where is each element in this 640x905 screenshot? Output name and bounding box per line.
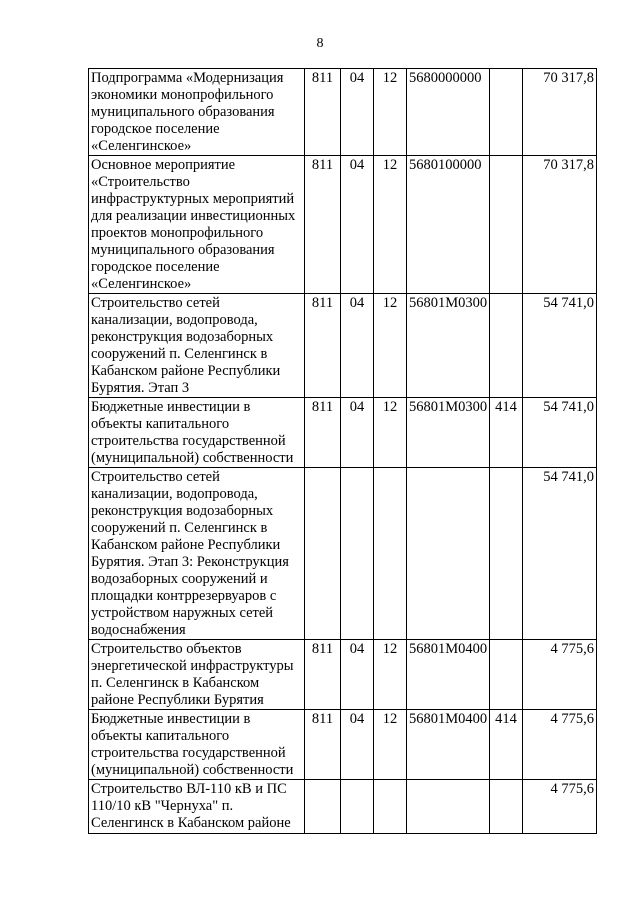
amount-cell: 54 741,0	[523, 468, 597, 640]
table-row	[89, 294, 597, 398]
section-cell: 04	[341, 156, 374, 294]
amount-cell: 4 775,6	[523, 780, 597, 834]
amount-cell: 54 741,0	[523, 294, 597, 398]
row-name-cell: Строительство сетей канализации, водопровода, реконструкция водозаборных сооружений п. Селенгинск в Кабанском районе Республики Бурятия. Этап 3	[89, 294, 305, 398]
table-row	[89, 468, 597, 640]
table-row	[89, 156, 597, 294]
section-cell: 04	[341, 710, 374, 780]
section-cell	[341, 468, 374, 640]
row-name-cell: Основное мероприятие «Строительство инфраструктурных мероприятий для реализации инвестиционных проектов монопрофильного муниципального образования городское поселение «Селенгинское»	[89, 156, 305, 294]
target-article-cell: 56801М0300	[407, 294, 490, 398]
subsection-cell: 12	[374, 710, 407, 780]
amount-cell: 70 317,8	[523, 69, 597, 156]
expense-type-cell: 414	[490, 710, 523, 780]
row-name-cell: Подпрограмма «Модернизация экономики монопрофильного муниципального образования городское поселение «Селенгинское»	[89, 69, 305, 156]
table-row	[89, 710, 597, 780]
expense-type-cell	[490, 780, 523, 834]
target-article-cell	[407, 780, 490, 834]
grbs-cell: 811	[305, 69, 341, 156]
subsection-cell: 12	[374, 69, 407, 156]
amount-cell: 54 741,0	[523, 398, 597, 468]
section-cell: 04	[341, 640, 374, 710]
budget-table-body	[89, 69, 597, 834]
grbs-cell: 811	[305, 710, 341, 780]
subsection-cell	[374, 468, 407, 640]
grbs-cell	[305, 468, 341, 640]
subsection-cell	[374, 780, 407, 834]
target-article-cell	[407, 468, 490, 640]
expense-type-cell	[490, 156, 523, 294]
target-article-cell: 56801М0400	[407, 640, 490, 710]
section-cell	[341, 780, 374, 834]
target-article-cell: 5680100000	[407, 156, 490, 294]
row-name-cell: Строительство сетей канализации, водопровода, реконструкция водозаборных сооружений п. Селенгинск в Кабанском районе Республики Бурятия. Этап 3: Реконструкция водозаборных сооружений и площадки контррезервуаров с устройством наружных сетей водоснабжения	[89, 468, 305, 640]
row-name-cell: Бюджетные инвестиции в объекты капитального строительства государственной (муниципальной) собственности	[89, 398, 305, 468]
amount-cell: 4 775,6	[523, 640, 597, 710]
grbs-cell: 811	[305, 294, 341, 398]
grbs-cell: 811	[305, 640, 341, 710]
expense-type-cell	[490, 294, 523, 398]
section-cell: 04	[341, 294, 374, 398]
target-article-cell: 56801М0300	[407, 398, 490, 468]
expense-type-cell: 414	[490, 398, 523, 468]
expense-type-cell	[490, 69, 523, 156]
grbs-cell: 811	[305, 156, 341, 294]
section-cell: 04	[341, 69, 374, 156]
row-name-cell: Строительство объектов энергетической инфраструктуры п. Селенгинск в Кабанском районе Республики Бурятия	[89, 640, 305, 710]
expense-type-cell	[490, 640, 523, 710]
table-row	[89, 69, 597, 156]
grbs-cell: 811	[305, 398, 341, 468]
subsection-cell: 12	[374, 156, 407, 294]
target-article-cell: 5680000000	[407, 69, 490, 156]
section-cell: 04	[341, 398, 374, 468]
table-row	[89, 398, 597, 468]
page-number: 8	[316, 36, 324, 51]
target-article-cell: 56801М0400	[407, 710, 490, 780]
expense-type-cell	[490, 468, 523, 640]
subsection-cell: 12	[374, 640, 407, 710]
subsection-cell: 12	[374, 398, 407, 468]
budget-table	[88, 68, 597, 834]
table-row	[89, 640, 597, 710]
amount-cell: 4 775,6	[523, 710, 597, 780]
amount-cell: 70 317,8	[523, 156, 597, 294]
row-name-cell: Бюджетные инвестиции в объекты капитального строительства государственной (муниципальной) собственности	[89, 710, 305, 780]
grbs-cell	[305, 780, 341, 834]
subsection-cell: 12	[374, 294, 407, 398]
table-row	[89, 780, 597, 834]
row-name-cell: Строительство ВЛ-110 кВ и ПС 110/10 кВ "Чернуха" п. Селенгинск в Кабанском районе	[89, 780, 305, 834]
